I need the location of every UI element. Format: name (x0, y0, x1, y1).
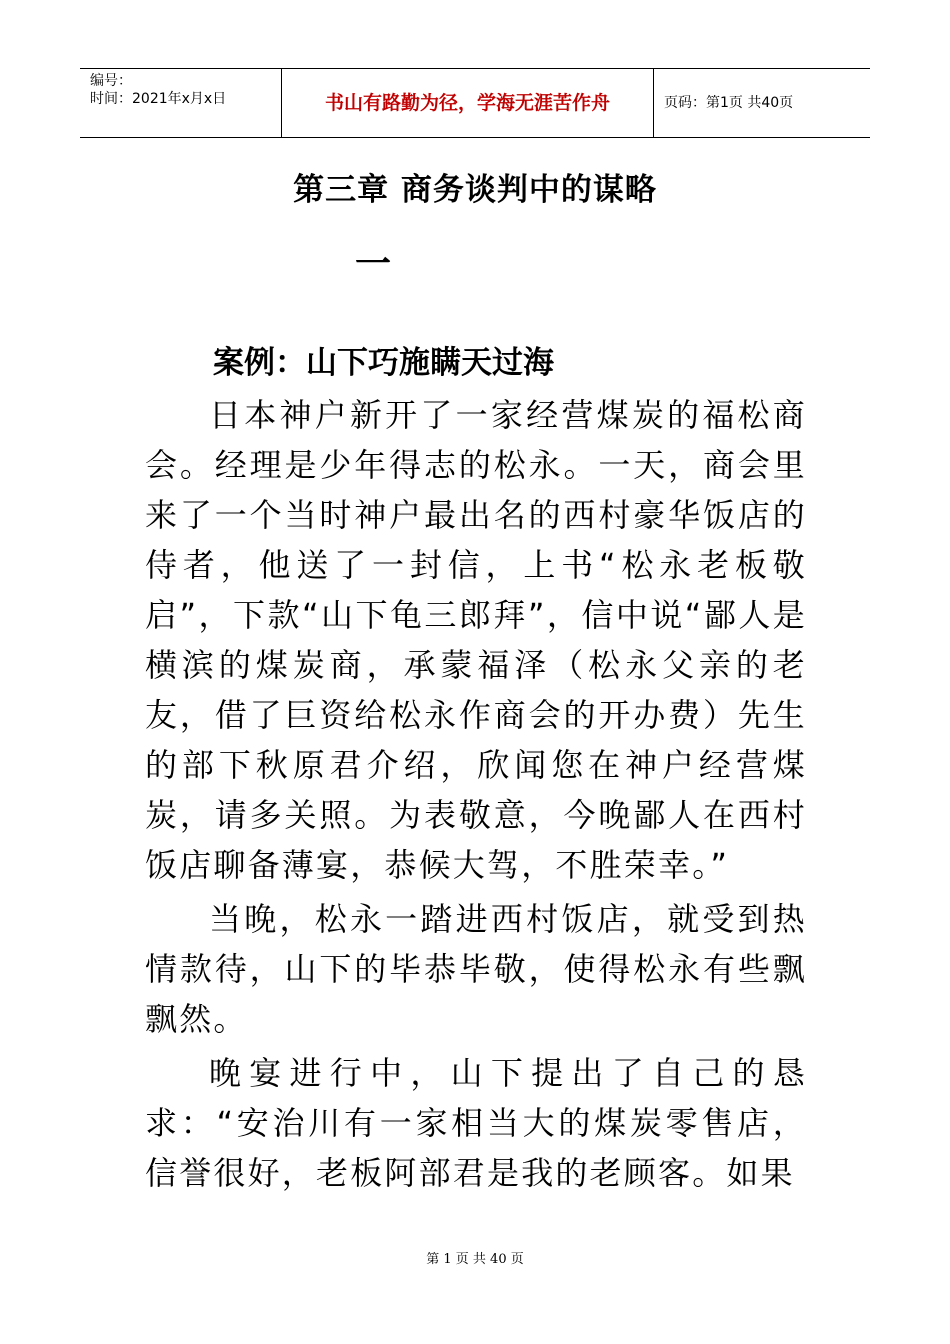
chapter-number: 一 (355, 244, 392, 285)
header-table (80, 68, 870, 138)
body-text (145, 390, 807, 1198)
page-footer: 第 1 页 共 40 页 (426, 1252, 524, 1267)
paragraph: 日本神户新开了一家经营煤炭的福松商会。经理是少年得志的松永。一天，商会里来了一个当时神户最出名的西村豪华饭店的侍者，他送了一封信，上书“松永老板敬启”，下款“山下龟三郎拜”，信中说“鄙人是横滨的煤炭商，承蒙福泽（松永父亲的老友，借了巨资给松永作商会的开办费）先生的部下秋原君介绍，欣闻您在神户经营煤炭，请多关照。为表敬意，今晚鄙人在西村饭店聊备薄宴，恭候大驾，不胜荣幸。” (145, 396, 807, 884)
header-meta (80, 69, 281, 137)
number-label: 编号： (90, 73, 132, 89)
paragraph: 当晚，松永一踏进西村饭店，就受到热情款待，山下的毕恭毕敬，使得松永有些飘飘然。 (145, 900, 807, 1038)
header-motto: 书山有路勤为径，学海无涯苦作舟 (281, 69, 654, 137)
header-page-info: 页码：第1页 共40页 (664, 95, 794, 111)
time-label: 时间：2021年x月x日 (90, 91, 227, 107)
case-title: 案例：山下巧施瞒天过海 (213, 345, 554, 381)
paragraph: 晚宴进行中，山下提出了自己的恳求：“安治川有一家相当大的煤炭零售店，信誉很好，老板阿部君是我的老顾客。如果 (145, 1054, 807, 1192)
chapter-title: 第三章 商务谈判中的谋略 (293, 172, 657, 208)
